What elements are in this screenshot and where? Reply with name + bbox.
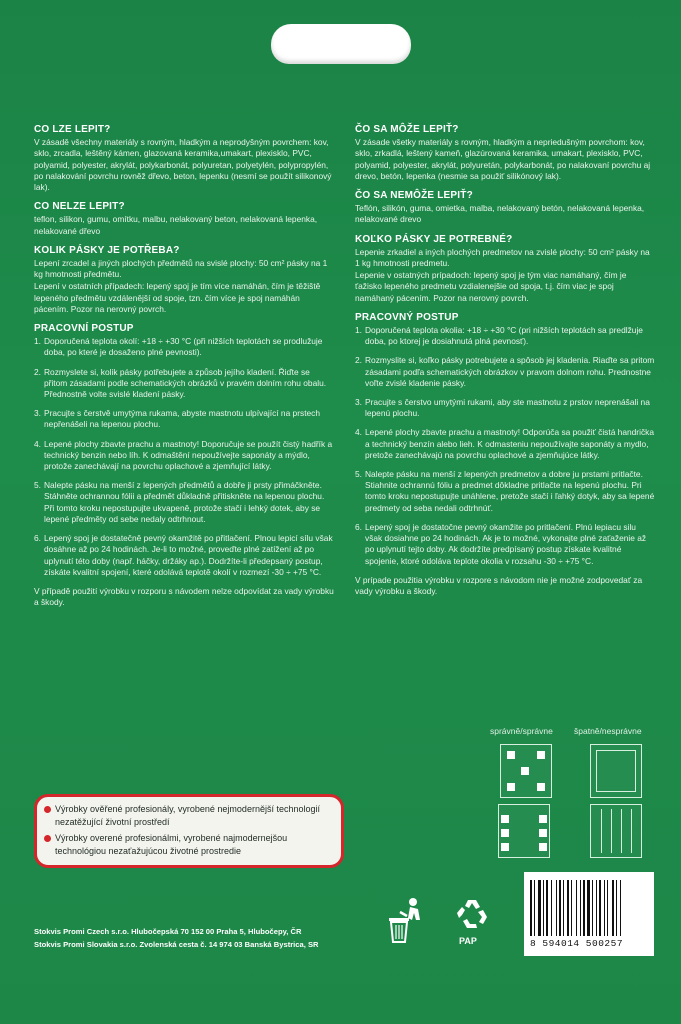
barcode-bar [604, 880, 605, 936]
procedure-step: 6. Lepený spoj je dostatečně pevný okamžitě po přitlačení. Plnou lepicí sílu však dosáhne až po 24 hodinách. Je-li to možné, proveďte plné zatížení až po uplynutí této doby (např. háčky, držáky ap.). Dodržíte-li předepsaný postup, získáte kvalitní spojení, které odolává teplotě okolí v rozmezí -30 ÷ +75 °C. [34, 533, 333, 577]
barcode-bar [616, 880, 617, 936]
barcode-bar [551, 880, 552, 936]
barcode [524, 872, 654, 956]
barcode-bar [571, 880, 572, 936]
procedure-step: 5. Nalepte pásku na menší z lepených předmětů a dobře ji prsty přimáčkněte. Stáhněte ochrannou fólii a předmět důkladně přitiskněte na lepenou plochu. Při tomto kroku nepostupujte ukvapeně, protože stačí i lehký dotek, aby se lepené předměty od sebe nedaly odtrhnout. [34, 480, 325, 524]
text-what-to-glue: V zásadě všechny materiály s rovným, hladkým a neprodyšným povrchem: kov, sklo, zrcadla, leštěný kámen, glazovaná keramika,umakart, plexisklo, PVC, polyamid, polyester, akrylát, polykarbonát, polyuretan, polyetylén, polypropylén, po nalakování povrchu rovněž dřevo, beton, lepenku (nesmí se použít silikonový lak). [34, 137, 332, 193]
disclaimer-note: V případě použití výrobku v rozporu s návodem nelze odpovídat za vady výrobku a škody. [34, 585, 334, 608]
barcode-bar [596, 880, 597, 936]
company-addresses [34, 925, 319, 951]
text-tape-needed-1: Lepenie zrkadiel a iných plochých predmetov na zvislé plochy: 50 cm² pásky na 1 kg hmotnosti predmetu. [355, 246, 650, 269]
procedure-list [34, 336, 334, 578]
barcode-bar [583, 880, 585, 936]
barcode-bar [580, 880, 581, 936]
heading-procedure: PRACOVNÍ POSTUP [34, 323, 134, 335]
procedure-step: 6. Lepený spoj je dostatočne pevný okamžite po pritlačení. Plnú lepiacu silu však dosiahne po 24 hodinách. Ak je to možné, vykonajte plné zaťaženie až po uplynutí tejto doby. Ak dodržíte predpísaný postup získate kvalitné spojenie, ktoré odoláva teplote okolia v rozsahu -30 ÷ +75 °C. [355, 521, 647, 566]
barcode-bar [556, 880, 557, 936]
eco-statement-sk: Výrobky overené profesionálmi, vyrobené najmodernejšou technológiou nezaťažujúcou životné prostredie [55, 832, 331, 857]
heading-what-to-glue: CO LZE LEPIT? [34, 124, 111, 135]
barcode-bar [559, 880, 561, 936]
tape-frame [596, 750, 636, 792]
czech-instructions [34, 124, 334, 609]
heading-tape-needed: KOĽKO PÁSKY JE POTREBNÉ? [355, 233, 513, 245]
tape-square [539, 829, 547, 837]
hang-hole [271, 24, 411, 64]
procedure-step: 2. Rozmyslete si, kolik pásky potřebujete a způsob jejího kladení. Řiďte se přitom zásadami podle schematických obrázků v pravém dolním rohu obalu. Přednostně volte svislé kladení pásky. [34, 366, 327, 400]
address-cz: Stokvis Promi Czech s.r.o. Hlubočepská 70 152 00 Praha 5, Hlubočepy, ČR [34, 927, 302, 936]
procedure-step: 2. Rozmyslite si, koľko pásky potrebujete a spôsob jej kladenia. Riaďte sa pritom zásadami podľa schematických obrázkov v pravom dolnom rohu. Prednostne voľte zvislé kladenie pásky. [355, 355, 655, 388]
heading-what-not-to-glue: CO NELZE LEPIT? [34, 201, 125, 213]
tape-square [501, 815, 509, 823]
eco-statement-box [34, 794, 344, 868]
heading-what-not-to-glue: ČO SA NEMÔŽE LEPIŤ? [355, 190, 473, 202]
barcode-bar [612, 880, 614, 936]
diagram-incorrect-2 [590, 804, 642, 858]
application-diagrams [490, 726, 660, 866]
tape-square [537, 751, 545, 759]
barcode-bar [567, 880, 569, 936]
barcode-bar [563, 880, 564, 936]
barcode-bar [587, 880, 590, 936]
barcode-number: 8 594014 500257 [530, 938, 624, 949]
procedure-step: 4. Lepené plochy zbavte prachu a mastnoty! Doporučuje se použít čistý hadřík a technický benzin nebo líh. K odmaštění nepoužívejte saponáty a mýdlo, protože zanechávají na povrchu oplachové a zjemňující látky. [34, 438, 333, 472]
procedure-step: 3. Pracujte s čerstvě umytýma rukama, abyste mastnotu ulpívající na prstech nepřenášeli na lepenou plochu. [34, 408, 321, 430]
procedure-step: 4. Lepené plochy zbavte prachu a mastnoty! Odporúča sa použiť čistá handrička a technický benzín alebo lieh. K odmasteniu nepoužívajte saponáty a mydlo, pretože zanechávajú na povrchu oplachové a zjemňujúce látky. [355, 427, 654, 460]
barcode-bar [546, 880, 548, 936]
tape-square [507, 783, 515, 791]
text-what-to-glue: V zásade všetky materiály s rovným, hladkým a nepriedušným povrchom: kov, sklo, zrkadlá, leštený kameň, glazúrovaná keramika, umakart, plexisklo, PVC, polyamid, polyester, akrylát, polyuretán, polykarbonát, po nalakovaní povrchu aj drevo, betón, lepenka (nesmie sa použiť silikónový lak). [355, 137, 651, 181]
tape-stripe [621, 809, 622, 853]
recycle-label: PAP [459, 936, 477, 946]
eco-statement-cz: Výrobky ověřené profesionály, vyrobené nejmodernější technologií nezatěžující životní prostředí [55, 803, 331, 828]
tape-square [539, 843, 547, 851]
trash-bin-icon [386, 896, 426, 946]
text-tape-needed-2: Lepení v ostatních případech: lepený spoj je tím více namáhán, čím je těžiště lepeného předmětu vzdálenější od spoje, tzn. čím více je spoj namáhán pácením. Pozor na nerovný povrch. [34, 281, 321, 314]
bullet-icon [44, 806, 51, 813]
text-what-not-to-glue: teflon, silikon, gumu, omítku, malbu, nelakovaný beton, nelakovaná lepenka, nelakované dřevo [34, 214, 318, 236]
address-sk: Stokvis Promi Slovakia s.r.o. Zvolenská cesta č. 14 974 03 Banská Bystrica, SR [34, 940, 319, 949]
barcode-bar [534, 880, 535, 936]
barcode-bar [530, 880, 532, 936]
heading-what-to-glue: ČO SA MÔŽE LEPIŤ? [355, 124, 459, 135]
text-what-not-to-glue: Teflón, silikón, guma, omietka, malba, nelakovaný betón, nelakovaná lepenka, nelakované drevo [355, 203, 645, 225]
barcode-bars [530, 880, 648, 936]
procedure-step: 1. Doporučená teplota okolí: +18 ÷ +30 °C (při nižších teplotách se prodlužuje doba, po které je dosaženo plné pevnosti). [34, 336, 323, 358]
procedure-step: 3. Pracujte s čerstvo umytými rukami, aby ste mastnotu z prstov neprenášali na lepenú plochu. [355, 397, 650, 419]
barcode-bar [538, 880, 541, 936]
recycle-icon [454, 896, 490, 932]
tape-stripe [611, 809, 612, 853]
bullet-icon [44, 835, 51, 842]
label-incorrect: špatně/nesprávne [574, 726, 642, 736]
tape-square [539, 815, 547, 823]
diagram-incorrect-1 [590, 744, 642, 798]
diagram-correct-1 [500, 744, 552, 798]
text-tape-needed-1: Lepení zrcadel a jiných plochých předmětů na svislé plochy: 50 cm² pásky na 1 kg hmotnosti předmětu. [34, 258, 328, 280]
barcode-bar [592, 880, 593, 936]
barcode-bar [543, 880, 544, 936]
barcode-bar [620, 880, 621, 936]
slovak-instructions [355, 124, 655, 598]
tape-square [501, 843, 509, 851]
procedure-list [355, 325, 655, 567]
tape-square [501, 829, 509, 837]
disclaimer-note: V prípade použitia výrobku v rozpore s návodom nie je možné zodpovedať za vady výrobku a škody. [355, 574, 643, 596]
text-tape-needed-2: Lepenie v ostatných prípadoch: lepený spoj je tým viac namáhaný, čím je ťažisko lepeného predmetu vzdialenejšie od spoja, t.j. čím viac je spoj namáhaný pácením. Pozor na nerovný povrch. [355, 270, 627, 303]
heading-tape-needed: KOLIK PÁSKY JE POTŘEBA? [34, 244, 180, 256]
procedure-step: 1. Doporučená teplota okolia: +18 ÷ +30 °C (pri nižších teplotách sa predlžuje doba, po ktorej je dosiahnutá plná pevnosť). [355, 325, 643, 347]
barcode-bar [576, 880, 577, 936]
procedure-step: 5. Nalepte pásku na menší z lepených predmetov a dobre ju prstami pritlačte. Stiahnite ochrannú fóliu a predmet dôkladne pritlačte na lepenú plochu. Pri tomto kroku nepostupujte unáhlene, pretože stačí i ľahký dotyk, aby sa lepené predmety od seba nedali odtrhnúť. [355, 469, 655, 513]
label-correct: správně/správne [490, 726, 553, 736]
tape-stripe [631, 809, 632, 853]
tape-stripe [601, 809, 602, 853]
diagram-correct-2 [498, 804, 550, 858]
barcode-bar [607, 880, 608, 936]
tape-square [537, 783, 545, 791]
tape-square [521, 767, 529, 775]
tape-square [507, 751, 515, 759]
heading-procedure: PRACOVNÝ POSTUP [355, 311, 459, 323]
barcode-bar [599, 880, 601, 936]
